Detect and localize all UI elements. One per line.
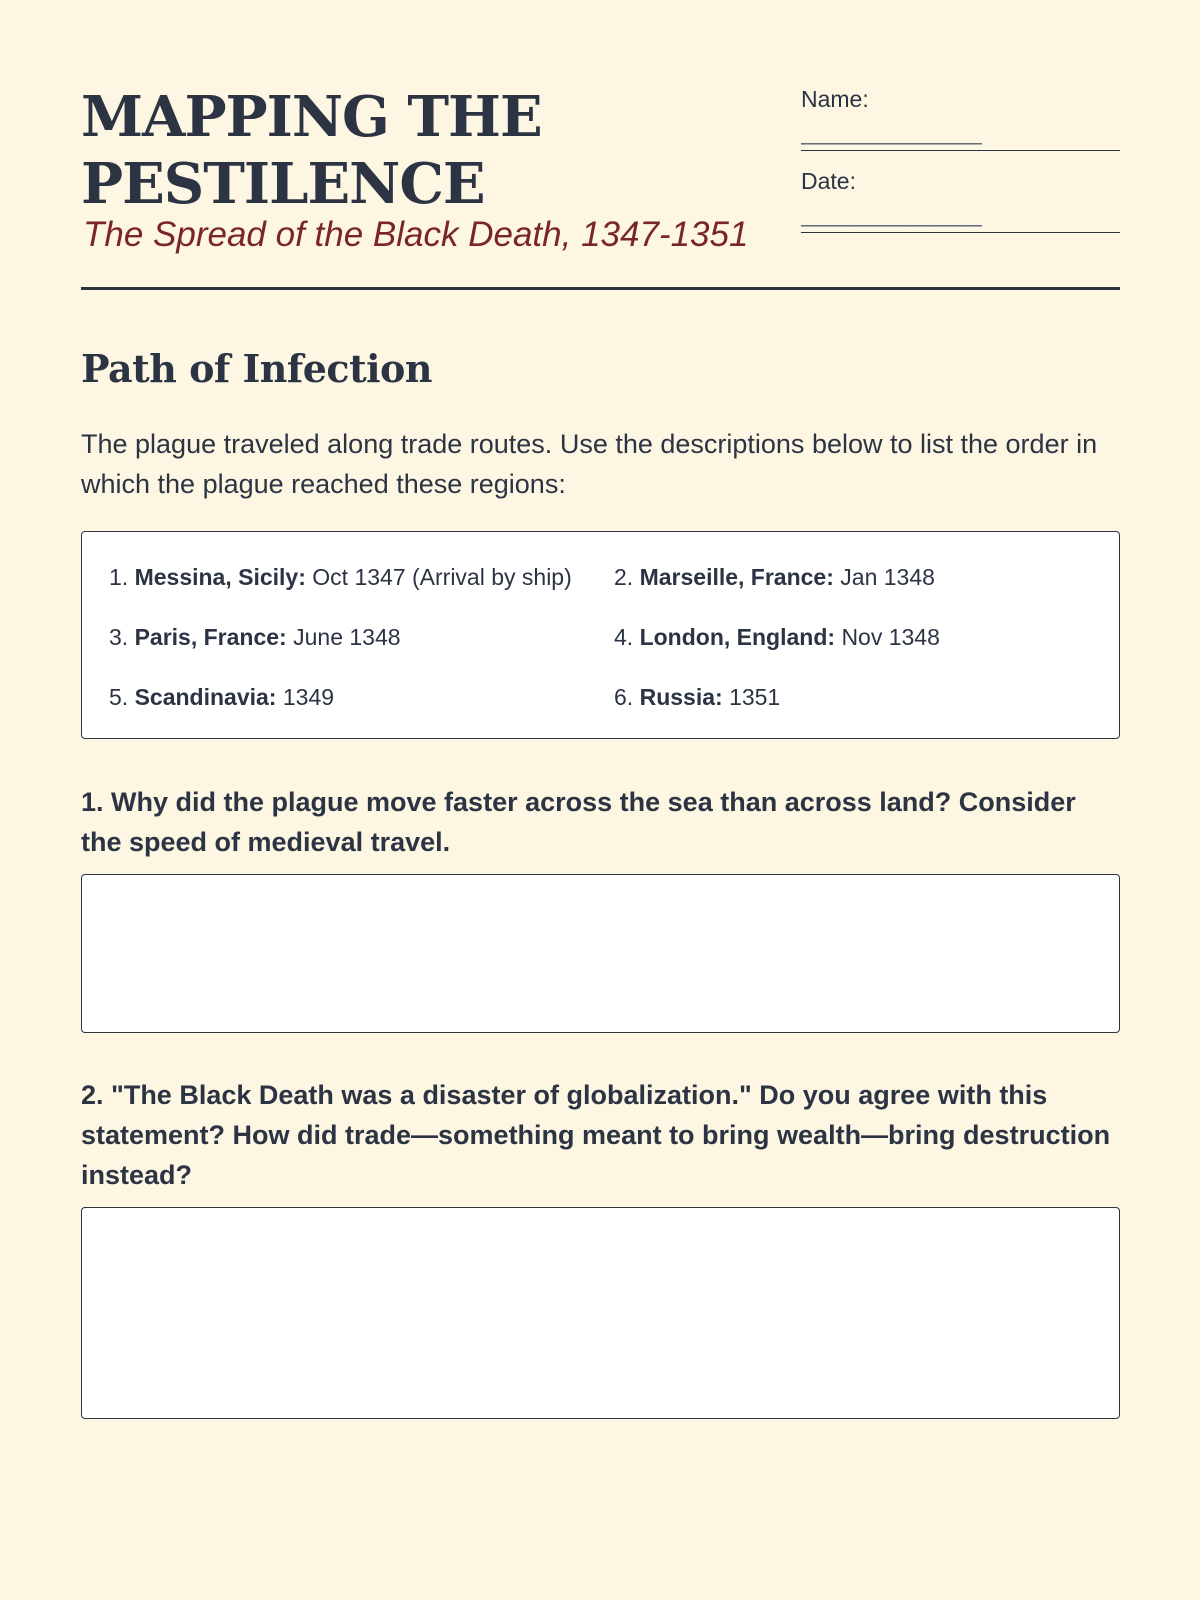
list-item <box>614 682 780 712</box>
item-place: Messina, Sicily: <box>134 564 306 590</box>
item-place: Marseille, France: <box>639 564 834 590</box>
name-field[interactable] <box>801 84 1120 151</box>
item-number: 3. <box>109 624 129 650</box>
list-item <box>109 682 334 712</box>
item-detail: 1349 <box>282 684 335 710</box>
item-place: Paris, France: <box>134 624 287 650</box>
item-number: 5. <box>109 684 129 710</box>
answer-box-2[interactable] <box>81 1207 1120 1419</box>
item-number: 1. <box>109 564 129 590</box>
date-field[interactable] <box>801 166 1120 233</box>
item-detail: Nov 1348 <box>841 624 940 650</box>
worksheet-header <box>81 84 1120 290</box>
section-title: Path of Infection <box>81 346 433 391</box>
answer-box-1[interactable] <box>81 874 1120 1033</box>
item-detail: Jan 1348 <box>840 564 935 590</box>
item-number: 2. <box>614 564 634 590</box>
item-detail: 1351 <box>729 684 781 710</box>
question-1: 1. Why did the plague move faster across the sea than across land? Consider the speed of medieval travel. <box>81 787 1076 857</box>
name-blank: ________________ <box>801 120 981 145</box>
item-number: 4. <box>614 624 634 650</box>
item-number: 6. <box>614 684 634 710</box>
title-line-2: PESTILENCE <box>81 151 485 217</box>
page-title <box>81 84 701 218</box>
date-blank: ________________ <box>801 202 981 227</box>
title-line-1: MAPPING THE <box>81 84 542 150</box>
header-divider <box>81 287 1120 290</box>
item-detail: Oct 1347 (Arrival by ship) <box>312 564 572 590</box>
item-place: Scandinavia: <box>134 684 277 710</box>
item-place: London, England: <box>639 624 836 650</box>
list-item <box>614 622 940 652</box>
page-subtitle: The Spread of the Black Death, 1347-1351 <box>83 215 749 254</box>
list-item <box>614 562 935 592</box>
list-item <box>109 562 572 592</box>
name-label: Name: <box>801 86 869 112</box>
item-place: Russia: <box>639 684 723 710</box>
question-2: 2. "The Black Death was a disaster of globalization." Do you agree with this statement? How did trade—something meant to bring wealth—bring destruction instead? <box>81 1080 1111 1190</box>
date-label: Date: <box>801 168 856 194</box>
item-detail: June 1348 <box>293 624 401 650</box>
regions-list <box>81 531 1120 739</box>
section-intro: The plague traveled along trade routes. Use the descriptions below to list the order in which the plague reached these regions: <box>81 429 1098 499</box>
list-item <box>109 622 401 652</box>
